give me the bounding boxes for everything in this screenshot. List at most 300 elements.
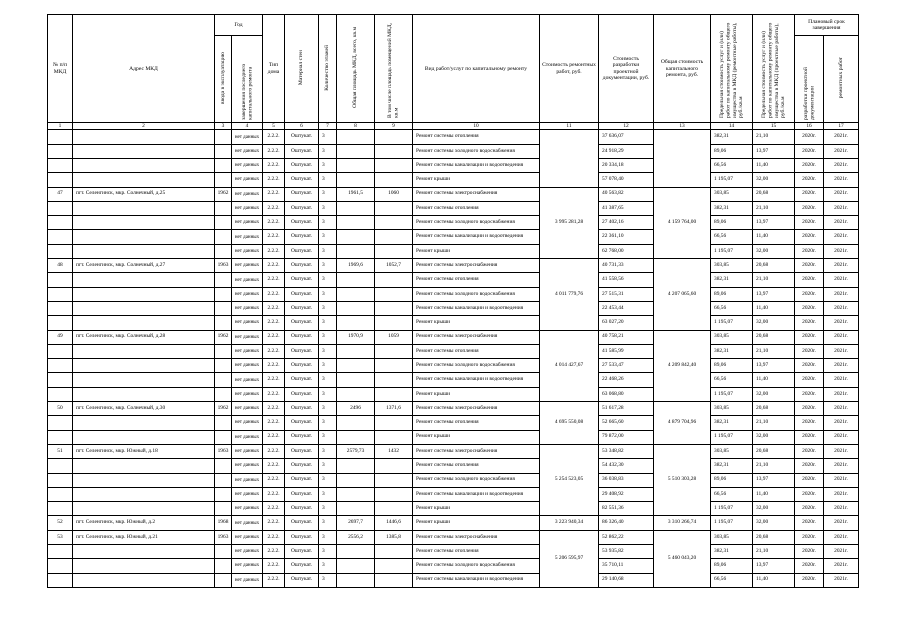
cell-deadline-repair: 2021г. [824,316,859,330]
cell-work-type: Ремонт системы холодного водоснабжения [413,144,540,158]
cell-house-type: 2.2.2. [263,402,285,416]
table-row [48,387,859,401]
cell-deadline-repair: 2021г. [824,430,859,444]
cell-house-type: 2.2.2. [263,173,285,187]
cell-limit-design: 13,97 [753,559,795,573]
cell-address [73,130,215,144]
cell-wall-material: Оштукат. [285,344,319,358]
cell-deadline-design: 2020г. [795,344,824,358]
cell-design-cost: 41 585,99 [599,344,654,358]
cell-deadline-design: 2020г. [795,516,824,530]
cell-address [73,459,215,473]
column-number: 1 [48,123,73,130]
cell-total-area [337,459,375,473]
cell-premises-area [375,159,413,173]
cell-limit-repair: 303,85 [711,259,753,273]
table-row [48,130,859,144]
cell-premises-area: 1432 [375,444,413,458]
cell-deadline-design: 2020г. [795,259,824,273]
cell-no: 49 [48,330,73,344]
cell-total-area [337,244,375,258]
header-total-area: Общая площадь МКД, всего, кв.м [337,15,375,123]
cell-no [48,159,73,173]
cell-total-cost: 5 510 303,28 [654,444,711,515]
cell-address [73,244,215,258]
cell-deadline-design: 2020г. [795,402,824,416]
cell-deadline-design: 2020г. [795,545,824,559]
cell-wall-material: Оштукат. [285,487,319,501]
cell-deadline-design: 2020г. [795,173,824,187]
column-number: 11 [540,123,599,130]
cell-no: 51 [48,444,73,458]
cell-total-area: 2556,2 [337,530,375,544]
cell-address: пгт. Селенгинск, мкр. Солнечный, д.25 [73,187,215,201]
cell-no [48,173,73,187]
cell-wall-material: Оштукат. [285,159,319,173]
cell-premises-area [375,301,413,315]
cell-work-type: Ремонт системы холодного водоснабжения [413,287,540,301]
cell-year-built [215,359,232,373]
cell-no: 50 [48,402,73,416]
cell-no [48,201,73,215]
cell-premises-area [375,173,413,187]
cell-wall-material: Оштукат. [285,130,319,144]
cell-total-cost: 5 460 043,20 [654,530,711,587]
cell-year-repair: нет данных [232,487,263,501]
cell-design-cost: 22 361,10 [599,230,654,244]
cell-year-repair: нет данных [232,244,263,258]
cell-work-type: Ремонт системы отопления [413,545,540,559]
cell-address [73,502,215,516]
cell-deadline-repair: 2021г. [824,416,859,430]
cell-premises-area [375,387,413,401]
cell-limit-design: 32,00 [753,430,795,444]
cell-deadline-repair: 2021г. [824,559,859,573]
cell-deadline-design: 2020г. [795,359,824,373]
cell-design-cost: 27 515,31 [599,287,654,301]
cell-year-repair: нет данных [232,545,263,559]
cell-design-cost: 41 558,56 [599,273,654,287]
cell-year-built [215,273,232,287]
cell-work-type: Ремонт системы электроснабжения [413,259,540,273]
cell-year-repair: нет данных [232,187,263,201]
cell-limit-design: 20,68 [753,402,795,416]
cell-limit-repair: 303,85 [711,530,753,544]
cell-address [73,159,215,173]
cell-limit-design: 13,97 [753,144,795,158]
cell-year-built [215,416,232,430]
cell-address [73,545,215,559]
header-limit-design: Предельная стоимость услуг и (или) работ по капитальному ремонту общего имущества в МКД (проектные работы), руб./кв.м [753,15,795,123]
cell-floors: 3 [319,144,337,158]
cell-limit-repair: 89,06 [711,559,753,573]
cell-deadline-design: 2020г. [795,159,824,173]
cell-limit-design: 20,68 [753,444,795,458]
table-row [48,373,859,387]
cell-no: 47 [48,187,73,201]
cell-design-cost: 35 710,11 [599,559,654,573]
table-row [48,216,859,230]
cell-no [48,130,73,144]
cell-no [48,301,73,315]
cell-year-repair: нет данных [232,444,263,458]
cell-limit-repair: 382,31 [711,201,753,215]
cell-deadline-repair: 2021г. [824,459,859,473]
cell-deadline-design: 2020г. [795,316,824,330]
cell-premises-area [375,273,413,287]
table-row [48,187,859,201]
header-year-repair: завершения последнего капитального ремонта [232,36,263,123]
cell-work-type: Ремонт системы электроснабжения [413,530,540,544]
cell-year-repair: нет данных [232,130,263,144]
cell-deadline-repair: 2021г. [824,330,859,344]
cell-design-cost: 86 326,40 [599,516,654,530]
cell-total-area [337,230,375,244]
cell-no [48,573,73,587]
cell-design-cost: 63 068,80 [599,387,654,401]
cell-deadline-design: 2020г. [795,287,824,301]
cell-deadline-design: 2020г. [795,244,824,258]
cell-total-area [337,144,375,158]
cell-wall-material: Оштукат. [285,473,319,487]
cell-work-type: Ремонт системы электроснабжения [413,444,540,458]
cell-total-area: 2697,7 [337,516,375,530]
cell-limit-design: 32,00 [753,387,795,401]
cell-floors: 3 [319,201,337,215]
document-page [47,14,859,588]
cell-limit-design: 11,40 [753,487,795,501]
cell-house-type: 2.2.2. [263,416,285,430]
table-row [48,573,859,587]
cell-deadline-design: 2020г. [795,459,824,473]
cell-address: пгт. Селенгинск, мкр. Южный, д.21 [73,530,215,544]
cell-limit-repair: 303,85 [711,330,753,344]
cell-design-cost: 27 402,16 [599,216,654,230]
cell-premises-area: 1385,8 [375,530,413,544]
column-number: 9 [375,123,413,130]
cell-design-cost: 29 408,92 [599,487,654,501]
cell-house-type: 2.2.2. [263,530,285,544]
cell-floors: 3 [319,330,337,344]
cell-total-area [337,344,375,358]
cell-work-type: Ремонт системы канализации и водоотведения [413,159,540,173]
cell-limit-repair: 89,06 [711,473,753,487]
cell-wall-material: Оштукат. [285,359,319,373]
column-number: 2 [73,123,215,130]
header-deadline-repair: ремонтных работ [824,36,859,123]
column-number: 7 [319,123,337,130]
column-number: 4 [232,123,263,130]
cell-limit-repair: 1 195,07 [711,387,753,401]
cell-deadline-design: 2020г. [795,201,824,215]
cell-wall-material: Оштукат. [285,459,319,473]
cell-wall-material: Оштукат. [285,545,319,559]
cell-limit-design: 20,68 [753,330,795,344]
cell-deadline-repair: 2021г. [824,187,859,201]
cell-address [73,301,215,315]
cell-floors: 3 [319,430,337,444]
cell-address [73,359,215,373]
cell-work-type: Ремонт системы электроснабжения [413,187,540,201]
cell-no [48,473,73,487]
cell-house-type: 2.2.2. [263,359,285,373]
cell-limit-design: 21,10 [753,201,795,215]
cell-total-area: 2496 [337,402,375,416]
cell-limit-repair: 382,31 [711,545,753,559]
cell-premises-area [375,487,413,501]
cell-limit-design: 32,00 [753,316,795,330]
cell-year-repair: нет данных [232,159,263,173]
cell-deadline-repair: 2021г. [824,487,859,501]
cell-address [73,573,215,587]
cell-total-cost: 4 879 704,96 [654,402,711,445]
cell-premises-area [375,502,413,516]
cell-premises-area [375,559,413,573]
cell-design-cost: 54 432,30 [599,459,654,473]
cell-deadline-design: 2020г. [795,373,824,387]
cell-deadline-design: 2020г. [795,187,824,201]
cell-deadline-repair: 2021г. [824,273,859,287]
cell-deadline-design: 2020г. [795,473,824,487]
cell-work-type: Ремонт системы канализации и водоотведения [413,230,540,244]
cell-wall-material: Оштукат. [285,430,319,444]
table-row [48,416,859,430]
cell-house-type: 2.2.2. [263,559,285,573]
cell-floors: 3 [319,416,337,430]
cell-house-type: 2.2.2. [263,330,285,344]
cell-deadline-design: 2020г. [795,301,824,315]
cell-design-cost: 27 533,47 [599,359,654,373]
cell-address [73,216,215,230]
cell-address [73,473,215,487]
cell-year-built [215,559,232,573]
cell-repair-cost: 5 254 523,05 [540,444,599,515]
cell-deadline-design: 2020г. [795,430,824,444]
cell-limit-repair: 89,06 [711,359,753,373]
cell-address: пгт. Селенгинск, мкр. Южный, д.18 [73,444,215,458]
cell-floors: 3 [319,516,337,530]
cell-premises-area [375,316,413,330]
cell-floors: 3 [319,459,337,473]
cell-deadline-repair: 2021г. [824,216,859,230]
cell-total-area [337,287,375,301]
cell-repair-cost [540,130,599,187]
cell-deadline-repair: 2021г. [824,173,859,187]
cell-limit-design: 21,10 [753,416,795,430]
cell-design-cost: 36 038,83 [599,473,654,487]
cell-floors: 3 [319,573,337,587]
cell-work-type: Ремонт крыши [413,244,540,258]
cell-floors: 3 [319,402,337,416]
cell-premises-area [375,201,413,215]
table-row [48,344,859,358]
cell-premises-area [375,459,413,473]
cell-work-type: Ремонт системы отопления [413,459,540,473]
cell-premises-area [375,545,413,559]
cell-wall-material: Оштукат. [285,373,319,387]
header-total-cost: Общая стоимость капитального ремонта, руб. [654,15,711,123]
cell-year-built [215,487,232,501]
cell-deadline-repair: 2021г. [824,444,859,458]
cell-year-repair: нет данных [232,144,263,158]
cell-floors: 3 [319,487,337,501]
cell-limit-design: 21,10 [753,344,795,358]
cell-house-type: 2.2.2. [263,230,285,244]
cell-wall-material: Оштукат. [285,559,319,573]
cell-no [48,359,73,373]
cell-deadline-repair: 2021г. [824,373,859,387]
cell-no [48,430,73,444]
cell-work-type: Ремонт системы канализации и водоотведения [413,487,540,501]
cell-wall-material: Оштукат. [285,201,319,215]
cell-year-repair: нет данных [232,373,263,387]
cell-floors: 3 [319,230,337,244]
cell-house-type: 2.2.2. [263,144,285,158]
cell-deadline-repair: 2021г. [824,144,859,158]
cell-design-cost: 37 636,07 [599,130,654,144]
cell-limit-repair: 1 195,07 [711,316,753,330]
cell-address [73,344,215,358]
cell-work-type: Ремонт крыши [413,173,540,187]
cell-house-type: 2.2.2. [263,273,285,287]
cell-limit-design: 21,10 [753,130,795,144]
cell-deadline-repair: 2021г. [824,473,859,487]
cell-house-type: 2.2.2. [263,487,285,501]
cell-address [73,144,215,158]
cell-premises-area [375,430,413,444]
cell-deadline-repair: 2021г. [824,301,859,315]
cell-limit-repair: 89,06 [711,216,753,230]
cell-work-type: Ремонт системы отопления [413,273,540,287]
cell-floors: 3 [319,387,337,401]
cell-house-type: 2.2.2. [263,444,285,458]
cell-wall-material: Оштукат. [285,330,319,344]
cell-limit-design: 32,00 [753,244,795,258]
cell-deadline-repair: 2021г. [824,287,859,301]
cell-limit-repair: 1 195,07 [711,244,753,258]
cell-house-type: 2.2.2. [263,516,285,530]
cell-deadline-design: 2020г. [795,144,824,158]
cell-year-repair: нет данных [232,287,263,301]
cell-limit-design: 32,00 [753,173,795,187]
cell-limit-design: 11,40 [753,301,795,315]
cell-year-built: 1968 [215,516,232,530]
column-number: 12 [599,123,654,130]
cell-deadline-repair: 2021г. [824,130,859,144]
cell-floors: 3 [319,244,337,258]
cell-total-cost: 4 209 842,40 [654,330,711,401]
cell-no [48,344,73,358]
cell-house-type: 2.2.2. [263,373,285,387]
cell-limit-design: 32,00 [753,516,795,530]
cell-repair-cost: 4 014 427,67 [540,330,599,401]
cell-deadline-design: 2020г. [795,230,824,244]
cell-premises-area: 1060 [375,187,413,201]
cell-premises-area [375,359,413,373]
cell-house-type: 2.2.2. [263,502,285,516]
header-repair-cost: Стоимость ремонтных работ, руб. [540,15,599,123]
cell-design-cost: 22 468,26 [599,373,654,387]
cell-address [73,287,215,301]
cell-house-type: 2.2.2. [263,301,285,315]
cell-limit-repair: 66,56 [711,487,753,501]
cell-premises-area: 1371,6 [375,402,413,416]
cell-no [48,545,73,559]
header-deadline-design: разработки проектной документации [795,36,824,123]
table-body [48,130,859,588]
cell-wall-material: Оштукат. [285,259,319,273]
cell-work-type: Ремонт крыши [413,430,540,444]
cell-address: пгт. Селенгинск, мкр. Солнечный, д.27 [73,259,215,273]
cell-no [48,373,73,387]
cell-wall-material: Оштукат. [285,402,319,416]
cell-limit-design: 13,97 [753,473,795,487]
cell-wall-material: Оштукат. [285,244,319,258]
cell-design-cost: 79 872,00 [599,430,654,444]
cell-limit-design: 32,00 [753,502,795,516]
cell-address [73,230,215,244]
cell-deadline-design: 2020г. [795,559,824,573]
cell-address [73,201,215,215]
cell-total-cost: 3 310 266,74 [654,516,711,530]
cell-house-type: 2.2.2. [263,216,285,230]
cell-house-type: 2.2.2. [263,130,285,144]
cell-total-area [337,502,375,516]
cell-total-area [337,430,375,444]
cell-year-built [215,130,232,144]
cell-deadline-repair: 2021г. [824,344,859,358]
cell-repair-cost: 4 695 550,08 [540,402,599,445]
cell-no [48,216,73,230]
cell-premises-area [375,144,413,158]
cell-floors: 3 [319,259,337,273]
cell-design-cost: 40 731,33 [599,259,654,273]
cell-limit-design: 13,97 [753,216,795,230]
table-row [48,516,859,530]
cell-deadline-repair: 2021г. [824,530,859,544]
cell-work-type: Ремонт системы канализации и водоотведения [413,301,540,315]
cell-year-built [215,502,232,516]
cell-year-built [215,144,232,158]
cell-design-cost: 24 918,29 [599,144,654,158]
cell-house-type: 2.2.2. [263,473,285,487]
cell-design-cost: 53 348,82 [599,444,654,458]
table-row [48,159,859,173]
cell-deadline-repair: 2021г. [824,359,859,373]
table-row [48,402,859,416]
cell-year-built: 1963 [215,259,232,273]
header-wall-material: Материал стен [285,15,319,123]
cell-wall-material: Оштукат. [285,216,319,230]
cell-design-cost: 63 027,20 [599,316,654,330]
header-limit-repair: Предельная стоимость услуг и (или) работ по капитальному ремонту общего имущества в МКД (ремонтные работы), руб./кв.м [711,15,753,123]
cell-total-cost: 4 207 065,60 [654,259,711,330]
cell-repair-cost: 3 223 940,34 [540,516,599,530]
cell-year-repair: нет данных [232,387,263,401]
cell-house-type: 2.2.2. [263,159,285,173]
cell-address: пгт. Селенгинск, мкр. Южный, д.2 [73,516,215,530]
column-number: 10 [413,123,540,130]
cell-work-type: Ремонт системы отопления [413,201,540,215]
cell-deadline-repair: 2021г. [824,402,859,416]
cell-no: 52 [48,516,73,530]
cell-year-built [215,344,232,358]
cell-year-built [215,430,232,444]
cell-no [48,316,73,330]
cell-total-area [337,273,375,287]
cell-house-type: 2.2.2. [263,316,285,330]
cell-total-area [337,159,375,173]
